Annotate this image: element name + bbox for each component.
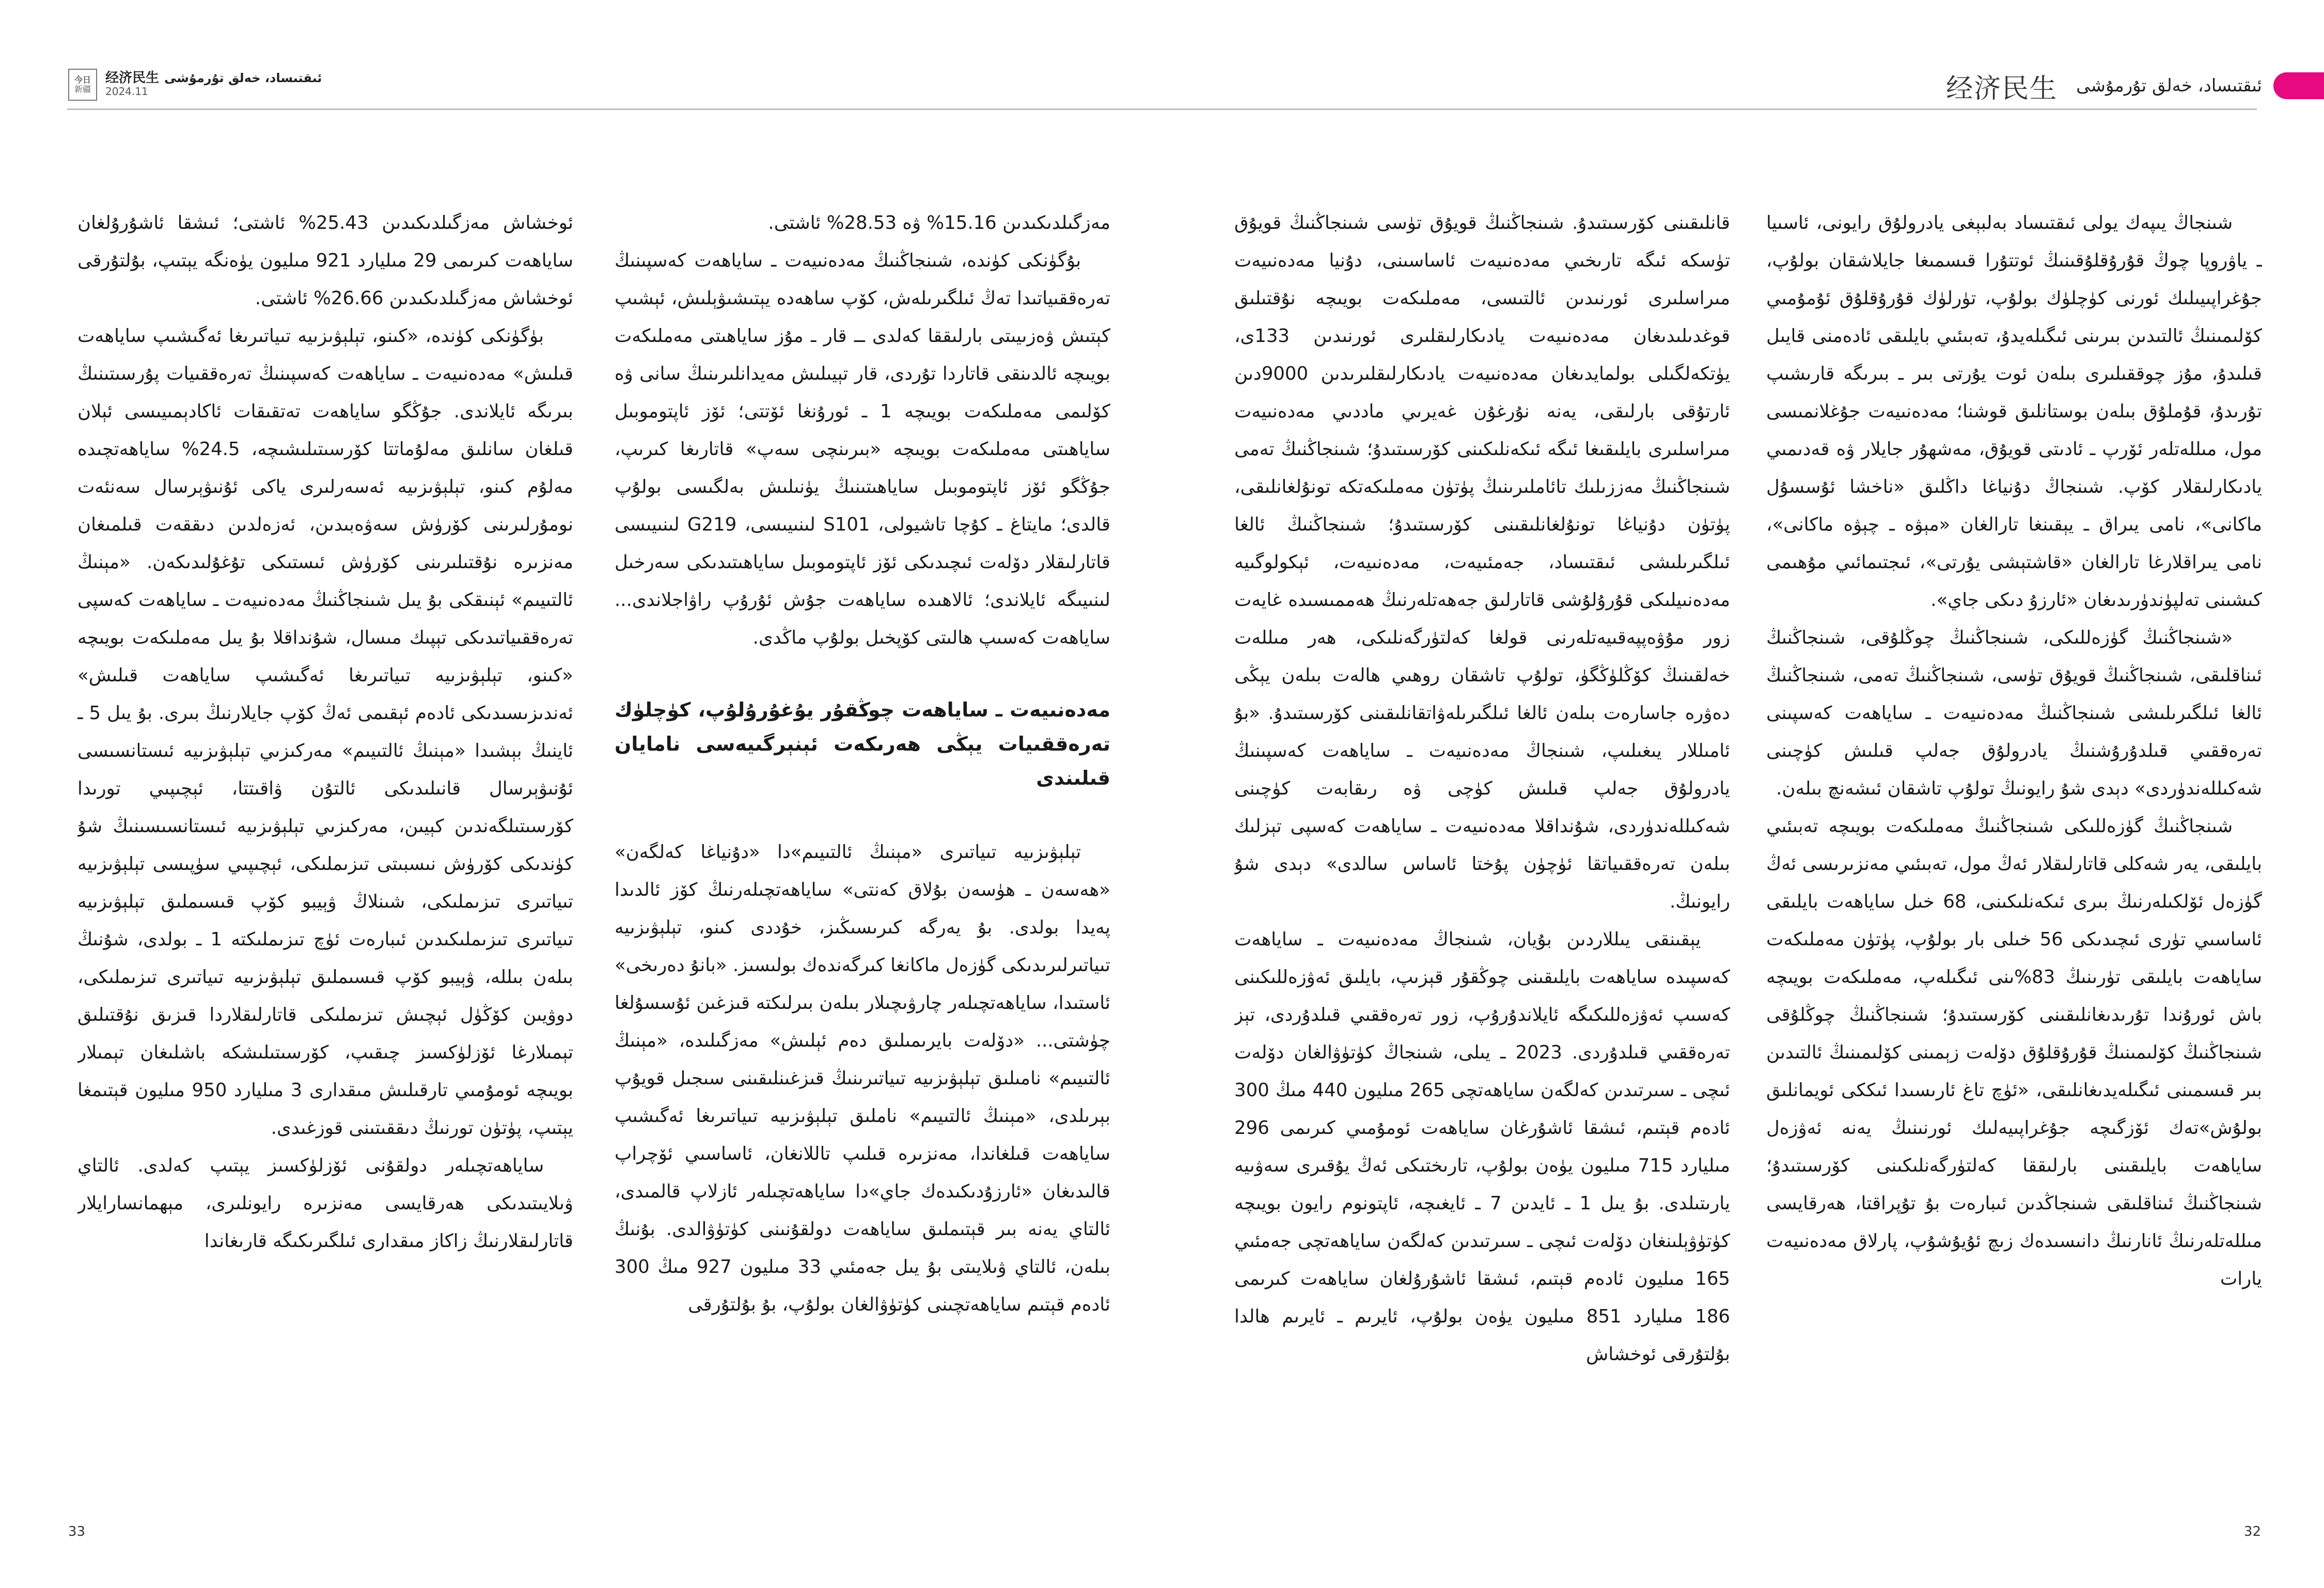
- header-rule: [67, 108, 2257, 110]
- paragraph: «شىنجاڭنىڭ گۈزەللىكى، شىنجاڭنىڭ چوڭلۇقى، شىنجاڭنىڭ ئىناقلىقى، شىنجاڭنىڭ قويۇق تۈسى، شىنجاڭنىڭ تەمى، شىنجاڭنىڭ ئالغا ئىلگىرىلىشى شىنجاڭنىڭ مەدەنىيەت ـ ساياھەت كەسپىنى تەرەققىي قىلدۇرۇشنىڭ يادرولۇق جەلپ قىلىش كۈچىنى شەكىللەندۈردى» دېدى شۇ رايونىڭ تولۇپ تاشقان ئىشەنچ بىلەن.: [1766, 627, 2262, 799]
- left-page-header: [68, 68, 322, 101]
- paragraph: شىنجاڭنىڭ گۈزەللىكى شىنجاڭنىڭ مەملىكەت بويىچە تەبىئىي بايلىقى، يەر شەكلى قاتارلىقلار ئەڭ مول، تەبىئىي مەنزىرىسى ئەڭ گۈزەل ئۆلكىلەرنىڭ بىرى ئىكەنلىكىنى، 68 خىل ساياھەت بايلىقى ئاساسىي تۈرى ئىچىدىكى 56 خىلى بار بولۇپ، پۈتۈن مەملىكەت ساياھەت بايلىقى تۈرىنىڭ 83%ىنى ئىگىلەپ، مەملىكەت بويىچە باش ئورۇندا تۇرىدىغانلىقىنى كۆرسىتىدۇ؛ شىنجاڭنىڭ چوڭلۇقى شىنجاڭنىڭ كۆلىمىنىڭ قۇرۇقلۇق دۆلەت زېمىنى كۆلىمىنىڭ ئالتىدىن بىر قىسمىنى ئىگىلەيدىغانلىقى، «ئۈچ تاغ ئارىسىدا ئىككى ئويمانلىق بولۇش»تەك ئۆزگىچە جۇغراپىيەلىك ئورنىنىڭ يەنە ئەۋزەل ساياھەت بايلىقىنى بارلىققا كەلتۈرگەنلىكىنى كۆرسىتىدۇ؛ شىنجاڭنىڭ ئىناقلىقى شىنجاڭدىن ئىبارەت بۇ تۇپراقتا، ھەرقايسى مىللەتلەرنىڭ ئانارنىڭ دانىسىدەك زىچ ئۇيۇشۇپ، پارلاق مەدەنىيەت يارات: [1766, 816, 2262, 1289]
- page-number-right: 32: [2243, 1524, 2261, 1539]
- column-right-inner: [1234, 204, 1730, 1496]
- section-subheading: مەدەنىيەت ـ ساياھەت چوڭقۇر يۇغۇرۇلۇپ، كۈچلۈك تەرەققىيات يېڭى ھەرىكەت ئېنېرگىيەسى نامايان قىلىندى: [615, 698, 1110, 789]
- magazine-name-cn: 经济民生: [105, 70, 160, 86]
- section-color-tab: [2273, 72, 2324, 99]
- paragraph: تېلېۋىزىيە تىياتىرى «مېنىڭ ئالتىيىم»دا «دۇنياغا كەلگەن» «ھەسەن ـ ھۈسەن بۇلاق كەنتى» ساياھەتچىلەرنىڭ كۆز ئالدىدا پەيدا بولدى. بۇ يەرگە كىرىسىڭىز، خۇددى كىنو، تېلېۋىزىيە تىياتىرلىرىدىكى گۈزەل ماكانغا كىرگەندەك بولىسىز. «بانۇ دەرىخى» ئاستىدا، ساياھەتچىلەر چارۋىچىلار بىلەن بىرلىكتە قىزغىن ئۇسسۇلغا چۈشتى... «دۆلەت بايرىمىلىق دەم ئېلىش» مەزگىلىدە، «مېنىڭ ئالتىيىم» نامىلىق تېلېۋىزىيە تىياتىرىنىڭ قىزغىنلىقىنى سىجىل قويۇپ بېرىلدى، «مېنىڭ ئالتىيىم» ناملىق تېلېۋىزىيە تىياتىرىغا ئەگىشىپ ساياھەت قىلغاندا، مەنزىرە قىلىپ تاللانغان، ئاساسىي ئۆچراپ قالىدىغان «ئارزۇدىكىدەك جاي»دا ساياھەتچىلەر ئازلاپ قالمىدى، ئالتاي يەنە بىر قېتىملىق ساياھەت دولقۇنىنى كۈتۈۋالدى. بۇنىڭ بىلەن، ئالتاي ۋىلايىتى بۇ يىل جەمئىي 33 مىليون 927 مىڭ 300 ئادەم قېتىم ساياھەتچىنى كۈتۈۋالغان بولۇپ، بۇ بۇلتۇرقى: [615, 842, 1110, 1315]
- paragraph: قانلىقىنى كۆرسىتىدۇ. شىنجاڭنىڭ قويۇق تۈسى شىنجاڭنىڭ قويۇق تۈسكە ئىگە تارىخىي مەدەنىيەت ئاساسىنى، دۇنيا مەدەنىيەت مىراسلىرى ئورنىدىن ئالتىسى، مەملىكەت بويىچە نۇقتىلىق قوغدىلىدىغان مەدەنىيەت يادىكارلىقلىرى ئورنىدىن 133ى، يۈتكەلگىلى بولمايدىغان مەدەنىيەت يادىكارلىقلىرىدىن 9000دىن ئارتۇقى بارلىقى، يەنە نۇرغۇن غەيرىي ماددىي مەدەنىيەت مىراسلىرى بايلىقىغا ئىگە ئىكەنلىكىنى كۆرسىتىدۇ؛ شىنجاڭنىڭ تەمى شىنجاڭنىڭ مەززىلىك تائاملىرىنىڭ پۈتۈن مەملىكەتكە تونۇلغانلىقى، پۈتۈن دۇنياغا تونۇلغانلىقىنى كۆرسىتىدۇ؛ شىنجاڭنىڭ ئالغا ئىلگىرىلىشى ئىقتىساد، جەمئىيەت، مەدەنىيەت، ئېكولوگىيە مەدەنىيلىكى قۇرۇلۇشى قاتارلىق جەھەتلەرنىڭ ھەممىسىدە غايەت زور مۇۋەپپەقىيەتلەرنى قولغا كەلتۈرگەنلىكى، ھەر مىللەت خەلقىنىڭ كۆڭلۈڭگۈ، تولۇپ تاشقان روھىي ھالەت بىلەن يېڭى دەۋرە جاسارەت بىلەن ئالغا ئىلگىرىلەۋاتقانلىقىنى كۆرسىتىدۇ. «بۇ ئامىللار يىغىلىپ، شىنجاڭ مەدەنىيەت ـ ساياھەت كەسپىنىڭ يادرولۇق جەلپ قىلىش كۈچى ۋە رىقابەت كۈچىنى شەكىللەندۈردى، شۇنداقلا مەدەنىيەت ـ ساياھەت كەسپى تېزلىك بىلەن تەرەققىياتقا ئۈچۈن پۇختا ئاساس سالدى» دېدى شۇ رايونىڭ.: [1234, 212, 1730, 912]
- issue-number: 2024.11: [105, 85, 148, 98]
- column-left-inner: [615, 204, 1110, 1496]
- magazine-title-block: [105, 71, 322, 98]
- right-page-header: [1946, 65, 2262, 106]
- page-number-left: 33: [68, 1524, 86, 1539]
- paragraph: ساياھەتچىلەر دولقۇنى ئۆزلۈكسىز يېتىپ كەلدى. ئالتاي ۋىلايىتىدىكى ھەرقايسى مەنزىرە رايونلىرى، مېھمانسارايلار قاتارلىقلارنىڭ زاكاز مىقدارى ئىلگىرىكىگە قارىغاندا: [77, 1155, 573, 1252]
- paragraph: بۇگۈنكى كۈندە، شىنجاڭنىڭ مەدەنىيەت ـ ساياھەت كەسپىنىڭ تەرەققىياتىدا تەڭ ئىلگىرىلەش، كۆپ ساھەدە يېتىشىۋېلىش، ئېشىپ كېتىش ۋەزىيىتى بارلىققا كەلدى ــ قار ـ مۇز ساياھىتى مەملىكەت بويىچە ئالدىنقى قاتاردا تۇردى، قار تېيىلىش مەيدانلىرىنىڭ سانى ۋە كۆلىمى مەملىكەت بويىچە 1 ـ ئورۇنغا ئۆتتى؛ ئۆز ئاپتوموبىل ساياھىتى مەملىكەت بويىچە «بىرىنچى سەپ» قاتارىغا كىرىپ، جۇڭگو ئۆز ئاپتوموبىل ساياھىتىنىڭ يۈنىلىش بەلگىسى بولۇپ قالدى؛ مايتاغ ـ كۇچا تاشيولى، S101 لىنىيىسى، G219 لىنىيىسى قاتارلىقلار دۆلەت ئىچىدىكى ئۆز ئاپتوموبىل ساياھىتىدىكى سەرخىل لىنىيىگە ئايلاندى؛ ئالاھىدە ساياھەت جۇش ئۇرۇپ راۋاجلاندى... ساياھەت كەسىپ ھالىتى كۆپخىل بولۇپ ماڭدى.: [615, 250, 1110, 648]
- paragraph: ئوخشاش مەزگىلدىكىدىن 25.43% ئاشتى؛ ئىشقا ئاشۇرۇلغان ساياھەت كىرىمى 29 مىليارد 921 مىليون يۈەنگە يېتىپ، بۇلتۇرقى ئوخشاش مەزگىلدىكىدىن 26.66% ئاشتى.: [77, 212, 573, 309]
- column-right-outer: [1766, 204, 2262, 1496]
- column-left-outer: [77, 204, 573, 1496]
- paragraph: مەزگىلدىكىدىن 15.16% ۋە 28.53% ئاشتى.: [768, 212, 1110, 233]
- magazine-logo: 今日 新疆: [68, 69, 97, 101]
- paragraph: بۈگۈنكى كۈندە، «كىنو، تېلېۋىزىيە تىياتىرىغا ئەگىشىپ ساياھەت قىلىش» مەدەنىيەت ـ ساياھەت كەسپىنىڭ تەرەققىيات پۇرسىتىنىڭ بىرىگە ئايلاندى. جۇڭگو ساياھەت تەتقىقات ئاكادېمىيىسى ئېلان قىلغان سانلىق مەلۇماتتا كۆرسىتىلىشىچە، 24.5% ساياھەتچىدە مەلۇم كىنو، تېلېۋىزىيە ئەسەرلىرى ياكى ئۇنىۋېرسال سەنئەت نومۇرلىرىنى كۆرۈش سەۋەبىدىن، ئەزەلدىن دىققەت قىلمىغان مەنزىرە نۇقتىلىرىنى كۆرۈش ئىستىكى تۇغۇلىدىكەن. «مېنىڭ ئالتىيىم» ئېنىقكى بۇ يىل شىنجاڭنىڭ مەدەنىيەت ـ ساياھەت كەسپى تەرەققىياتىدىكى تېپىك مىسال، شۇنداقلا بۇ يىل مەملىكەت بويىچە «كىنو، تېلېۋىزىيە تىياتىرىغا ئەگىشىپ ساياھەت قىلىش» ئەندىزىسىدىكى ئادەم ئېقىمى ئەڭ كۆپ جايلارنىڭ بىرى. بۇ يىل 5 ـ ئاينىڭ بېشىدا «مېنىڭ ئالتىيىم» مەركىزىي تېلېۋىزىيە ئىستانسىسى ئۇنىۋېرسال قانىلىدىكى ئالتۇن ۋاقىتتا، ئېچىپىي تورىدا كۆرسىتىلگەندىن كېيىن، مەركىزىي تېلېۋىزىيە ئىستانسىسىنىڭ شۇ كۈندىكى كۆرۈش نىسبىتى تىزىملىكى، ئېچىپىي سۈپىسى تېلېۋىزىيە تىياتىرى تىزىملىكى، شىنلاڭ ۋېيبو كۆپ قىسىملىق تېلېۋىزىيە تىياتىرى تىزىملىكىدىن ئىبارەت ئۈچ تىزىملىكتە 1 ـ بولدى، شۇنىڭ بىلەن بىللە، ۋېيبو كۆپ قىسىملىق تېلېۋىزىيە تىياتىرى تىزىملىكى، دوۋيىن كۆڭۈل ئېچىش تىزىملىكى قاتارلىقلاردا قىزىق نۇقتىلىق تېمىلارغا ئۆزلۈكسىز چىقىپ، كۆرسىتىلىشكە باشلىغان تېمىلار بويىچە ئومۇمىي تارقىلىش مىقدارى 3 مىليارد 950 مىليون قېتىمغا يېتىپ، پۈتۈن تورنىڭ دىققىتىنى قوزغىدى.: [77, 325, 573, 1139]
- section-title-ug: ئىقتىساد، خەلق تۇرمۇشى: [2076, 75, 2262, 96]
- paragraph: شىنجاڭ يىپەك يولى ئىقتىساد بەلبېغى يادرولۇق رايونى، ئاسىيا ـ ياۋروپا چوڭ قۇرۇقلۇقىنىڭ ئوتتۇرا قىسمىغا جايلاشقان بولۇپ، جۇغراپىيىلىك ئورنى كۈچلۈك بولۇپ، تۈرلۈك قۇرۇقلۇق ئۇمۇمىي كۆلىمىنىڭ ئالتىدىن بىرىنى ئىگىلەيدۇ، تەبىئىي بايلىقى ئادەمنى قايىل قىلىدۇ، مۇز چوققىلىرى بىلەن ئوت يۇرتى بىر ـ بىرىگە قارىشىپ تۇرىدۇ، قۇملۇق بىلەن بوستانلىق قوشنا؛ مەدەنىيەت جۇغلانمىسى مول، مىللەتلەر ئۆرپ ـ ئادىتى قويۇق، مەشھۇر جايلار ۋە قەدىمىي يادىكارلىقلار كۆپ. شىنجاڭ دۇنياغا داڭلىق «ناخشا ئۇسسۇل ماكانى»، نامى يىراق ـ يېقىنغا تارالغان «مېۋە ـ چېۋە ماكانى»، نامى يىراقلارغا تارالغان «قاشتېشى يۇرتى»، ئىجتىمائىي مۇھىمى كىشىنى تەلپۈندۈرىدىغان «ئارزۇ دىكى جاي».: [1766, 212, 2262, 611]
- magazine-name-ug: ئىقتىساد، خەلق تۇرمۇشى: [164, 71, 322, 85]
- section-title-cn: 经济民生: [1946, 73, 2058, 104]
- paragraph: يېقىنقى يىللاردىن بۇيان، شىنجاڭ مەدەنىيەت ـ ساياھەت كەسپىدە ساياھەت بايلىقىنى چوڭقۇر قېزىپ، بايلىق ئەۋزەللىكىنى كەسىپ ئەۋزەللىكىگە ئايلاندۇرۇپ، زور تەرەققىي قىلدۇردى، تېز تەرەققىي قىلدۇردى. 2023 ـ يىلى، شىنجاڭ كۈتۈۋالغان دۆلەت ئىچى ـ سىرتىدىن كەلگەن ساياھەتچى 265 مىليون 440 مىڭ 300 ئادەم قېتىم، ئىشقا ئاشۇرغان ساياھەت ئومۇمىي كىرىمى 296 مىليارد 715 مىليون يۈەن بولۇپ، تارىختىكى ئەڭ يۇقىرى سەۋىيە يارىتىلدى. بۇ يىل 1 ـ ئايدىن 7 ـ ئايغىچە، ئاپتونوم رايون بويىچە كۈتۈۋېلىنغان دۆلەت ئىچى ـ سىرتىدىن كەلگەن ساياھەتچى جەمئىي 165 مىليون ئادەم قېتىم، ئىشقا ئاشۇرۇلغان ساياھەت كىرىمى 186 مىليارد 851 مىليون يۈەن بولۇپ، ئايرىم ـ ئايرىم ھالدا بۇلتۇرقى ئوخشاش: [1234, 929, 1730, 1365]
